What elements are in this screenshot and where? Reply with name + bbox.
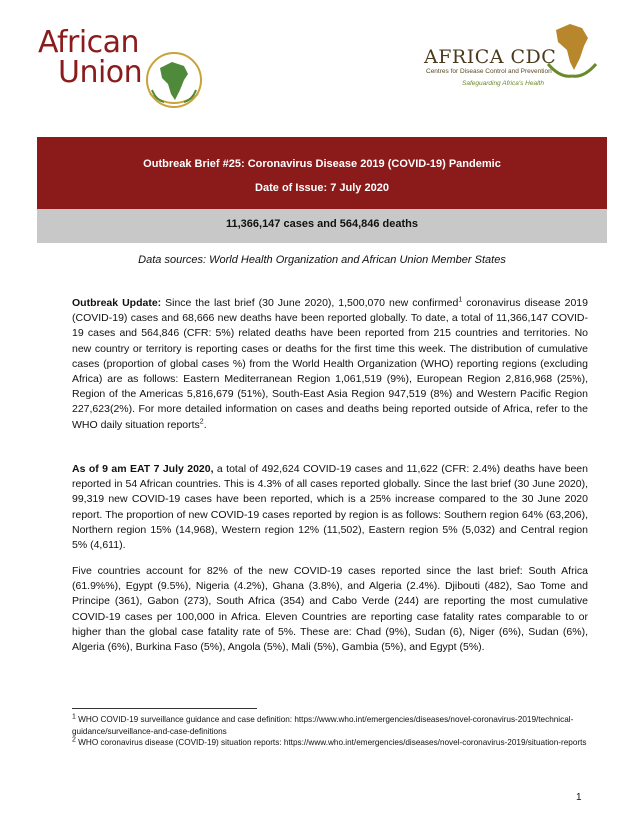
page-number: 1 (576, 792, 582, 803)
summary-bar (37, 209, 607, 243)
paragraph-text: . (203, 418, 207, 431)
au-logo-line2: Union (58, 55, 143, 90)
cdc-logo-tagline: Safeguarding Africa's Health (462, 80, 544, 87)
african-union-logo (38, 25, 208, 98)
outbreak-update-paragraph (72, 296, 588, 433)
africa-status-paragraph (72, 462, 588, 553)
paragraph-text: Five countries account for 82% of the new COVID-19 cases reported since the last brief: South Africa (61.9%%), Egypt (9.5%), Nigeria (4.2%), Ghana (3.8%), and Algeria (2.4%). Djibouti (482), Sao Tome and Principe (361), Gabon (273), South Africa (354) and Cabo Verde (244) are reporting the most cumulative COVID-19 cases per 100,000 in Africa. Eleven Countries are reporting case fatality rates comparable to or higher than the global case fatality rate of 5%. These are: Chad (9%), Sudan (6), Niger (6%), Sudan (6%), Algeria (6%), Burkina Faso (5%), Angola (5%), Mali (5%), Gambia (5%), and Egypt (5%). (72, 565, 588, 654)
brief-title-banner (37, 137, 607, 209)
footnote-text: WHO COVID-19 surveillance guidance and case definition: https://www.who.int/emergencies/diseases/novel-coronavirus-2019/technical-guidance/surveillance-and-case-definitions (72, 715, 574, 736)
footnote-ref: 1 (458, 296, 463, 304)
africa-map-emblem-icon (142, 50, 206, 110)
paragraph-lead: As of 9 am EAT 7 July 2020, (72, 463, 214, 475)
africa-map-hands-icon (542, 20, 602, 82)
brief-title: Outbreak Brief #25: Coronavirus Disease 2019 (COVID-19) Pandemic (143, 158, 501, 170)
footnote-2 (72, 737, 592, 749)
paragraph-text: coronavirus disease 2019 (COVID-19) cases and 68,666 new deaths have been reported globally. To date, a total of 11,366,147 COVID-19 cases and 564,846 (CFR: 5%) related deaths have been reported from 215 countries and territories. No new country or territory is reporting cases or deaths for the first time this week. The distribution of cumulative cases (proportion of global cases %) from the World Health Organization (WHO) reporting regions (excluding Africa) are as follows: Eastern Mediterranean Region 1,061,519 (9%), European Region 2,816,968 (25%), Region of the Americas 5,816,679 (51%), South-East Asia Region 947,519 (8%) and Western Pacific Region 227,623(2%). For more detailed information on cases and deaths being reported outside of Africa, refer to the WHO daily situation reports (72, 297, 588, 431)
paragraph-text: Since the last brief (30 June 2020), 1,500,070 new confirmed (161, 297, 459, 309)
issue-date: Date of Issue: 7 July 2020 (255, 182, 389, 194)
cdc-logo-title: AFRICA CDC (424, 46, 557, 68)
footnote-divider (72, 708, 257, 709)
country-summary-paragraph (72, 564, 588, 655)
cases-deaths-summary: 11,366,147 cases and 564,846 deaths (225, 218, 419, 230)
au-logo-line1: African (38, 25, 140, 60)
footnote-number: 2 (72, 736, 76, 744)
footnotes (72, 714, 592, 749)
cdc-logo-subtitle: Centres for Disease Control and Prevention (426, 68, 552, 75)
footnote-1 (72, 714, 592, 737)
paragraph-lead: Outbreak Update: (72, 297, 162, 309)
footnote-ref: 2 (199, 418, 204, 426)
data-sources: Data sources: World Health Organization and African Union Member States (138, 254, 506, 266)
footnote-number: 1 (72, 713, 76, 721)
paragraph-text: a total of 492,624 COVID-19 cases and 11,622 (CFR: 2.4%) deaths have been reported in 54 African countries. This is 4.3% of all cases reported globally. Since the last brief (30 June 2020), 99,319 new COVID-19 cases have been reported, which is a 25% increase compared to the 30 June 2020 report. The proportion of new COVID-19 cases reported by region is as follows: Southern region 64% (63,206), Northern region 15% (14,968), Western region 12% (11,502), Eastern region 5% (5,032) and Central region 5% (4,611). (72, 463, 588, 552)
au-logo-text (38, 25, 143, 90)
footnote-text: WHO coronavirus disease (COVID-19) situation reports: https://www.who.int/emergencies/diseases/novel-coronavirus-2019/situation-reports (75, 738, 587, 747)
africa-cdc-logo (424, 24, 614, 94)
